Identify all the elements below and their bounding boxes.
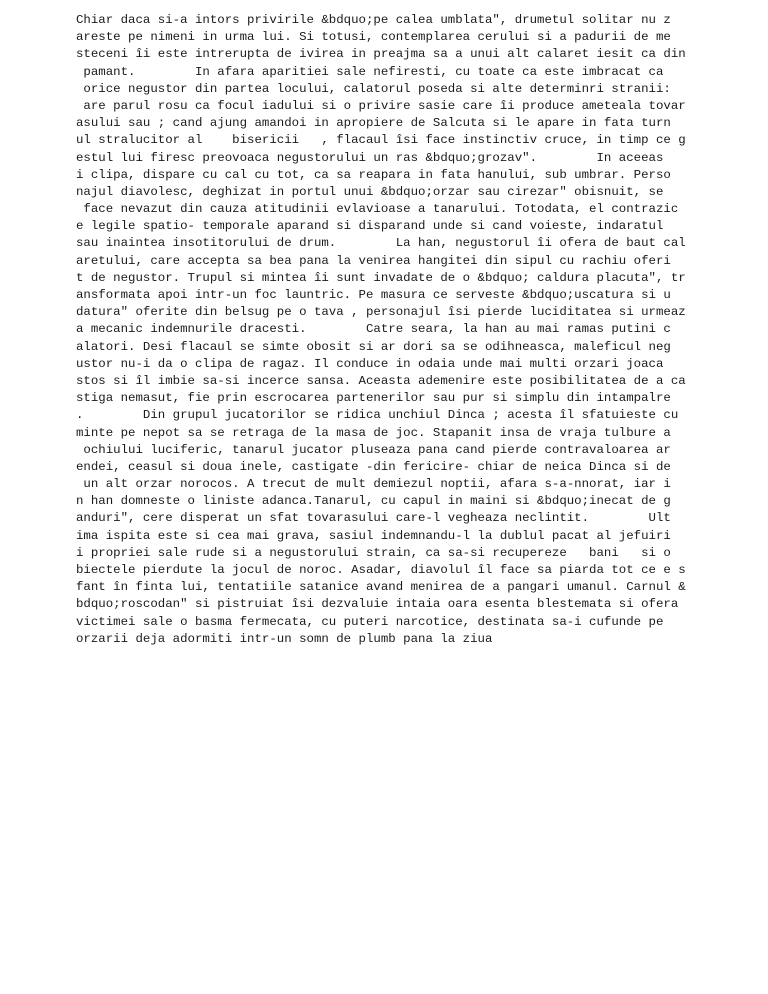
text-line: pamant. In afara aparitiei sale nefiresti, cu toate ca este imbracat ca — [76, 64, 664, 79]
text-line: Chiar daca si-a intors privirile &bdquo;pe calea umblata", drumetul solitar nu z — [76, 13, 671, 27]
text-line: stos si îl imbie sa-si incerce sansa. Aceasta ademenire este posibilitatea de a ca — [76, 373, 686, 388]
text-line: aretului, care accepta sa bea pana la venirea hangitei din sipul cu rachiu oferi — [76, 253, 671, 268]
text-line: fant în finta lui, tentatiile satanice avand menirea de a pangari umanul. Carnul & — [76, 580, 686, 595]
text-line: asului sau ; cand ajung amandoi in apropiere de Salcuta si le apare in fata turn — [76, 116, 671, 131]
text-line: minte pe nepot sa se retraga de la masa de joc. Stapanit insa de vraja tulbure a — [76, 425, 671, 440]
text-line: najul diavolesc, deghizat in portul unui &bdquo;orzar sau cirezar" obisnuit, se — [76, 184, 664, 199]
text-line: sau inaintea insotitorului de drum. La han, negustorul îi ofera de baut cal — [76, 236, 686, 251]
text-line: areste pe nimeni in urma lui. Si totusi, contemplarea cerului si a padurii de me — [76, 30, 671, 45]
text-line: steceni îi este intrerupta de ivirea in preajma sa a unui alt calaret iesit ca din — [76, 47, 686, 62]
text-line: are parul rosu ca focul iadului si o privire sasie care îi produce ameteala tovar — [76, 98, 686, 113]
text-line: a mecanic indemnurile dracesti. Catre seara, la han au mai ramas putini c — [76, 322, 671, 337]
text-line: orzarii deja adormiti intr-un somn de plumb pana la ziua — [76, 631, 493, 646]
text-line: biectele pierdute la jocul de noroc. Asadar, diavolul îl face sa piarda tot ce e s — [76, 563, 686, 577]
text-line: i clipa, dispare cu cal cu tot, ca sa reapara in fata hanului, sub umbrar. Perso — [76, 167, 671, 182]
text-line: ima ispita este si cea mai grava, sasiul indemnandu-l la dublul pacat al jefuiri — [76, 528, 671, 543]
text-line: estul lui firesc preovoaca negustorului un ras &bdquo;grozav". In aceeas — [76, 150, 664, 165]
text-line: ansformata apoi intr-un foc launtric. Pe masura ce serveste &bdquo;uscatura si u — [76, 288, 671, 302]
text-line: i propriei sale rude si a negustorului strain, ca sa-si recupereze bani si o — [76, 545, 671, 560]
text-line: t de negustor. Trupul si mintea îi sunt invadate de o &bdquo; caldura placuta", tr — [76, 270, 686, 285]
document-body — [76, 12, 696, 648]
text-line: ustor nu-i da o clipa de ragaz. Il conduce in odaia unde mai multi orzari joaca — [76, 356, 664, 371]
text-line: datura" oferite din belsug pe o tava , personajul îsi pierde luciditatea si urmeaz — [76, 305, 686, 320]
text-line: ochiului luciferic, tanarul jucator pluseaza pana cand pierde contravaloarea ar — [76, 442, 671, 457]
text-line: ul stralucitor al bisericii , flacaul îsi face instinctiv cruce, in timp ce g — [76, 133, 686, 148]
text-line: n han domneste o liniste adanca.Tanarul, cu capul in maini si &bdquo;inecat de g — [76, 494, 671, 509]
text-line: orice negustor din partea locului, calatorul poseda si alte determinri stranii: — [76, 81, 671, 96]
text-line: e legile spatio- temporale aparand si disparand unde si cand voieste, indaratul — [76, 219, 664, 234]
text-line: alatori. Desi flacaul se simte obosit si ar dori sa se odihneasca, maleficul neg — [76, 339, 671, 354]
text-line: face nevazut din cauza atitudinii evlavioase a tanarului. Totodata, el contrazic — [76, 202, 679, 217]
text-line: stiga nemasut, fie prin escrocarea partenerilor sau pur si simplu din intampalre — [76, 391, 671, 406]
text-line: un alt orzar norocos. A trecut de mult demiezul noptii, afara s-a-nnorat, iar i — [76, 477, 671, 492]
text-line: endei, ceasul si doua inele, castigate -din fericire- chiar de neica Dinca si de — [76, 459, 671, 474]
text-line: anduri", cere disperat un sfat tovarasului care-l vegheaza neclintit. Ult — [76, 511, 671, 526]
text-line: . Din grupul jucatorilor se ridica unchiul Dinca ; acesta îl sfatuieste cu — [76, 408, 679, 423]
text-line: bdquo;roscodan" si pistruiat îsi dezvaluie intaia oara esenta blestemata si ofera — [76, 597, 679, 612]
text-line: victimei sale o basma fermecata, cu puteri narcotice, destinata sa-i cufunde pe — [76, 614, 664, 629]
